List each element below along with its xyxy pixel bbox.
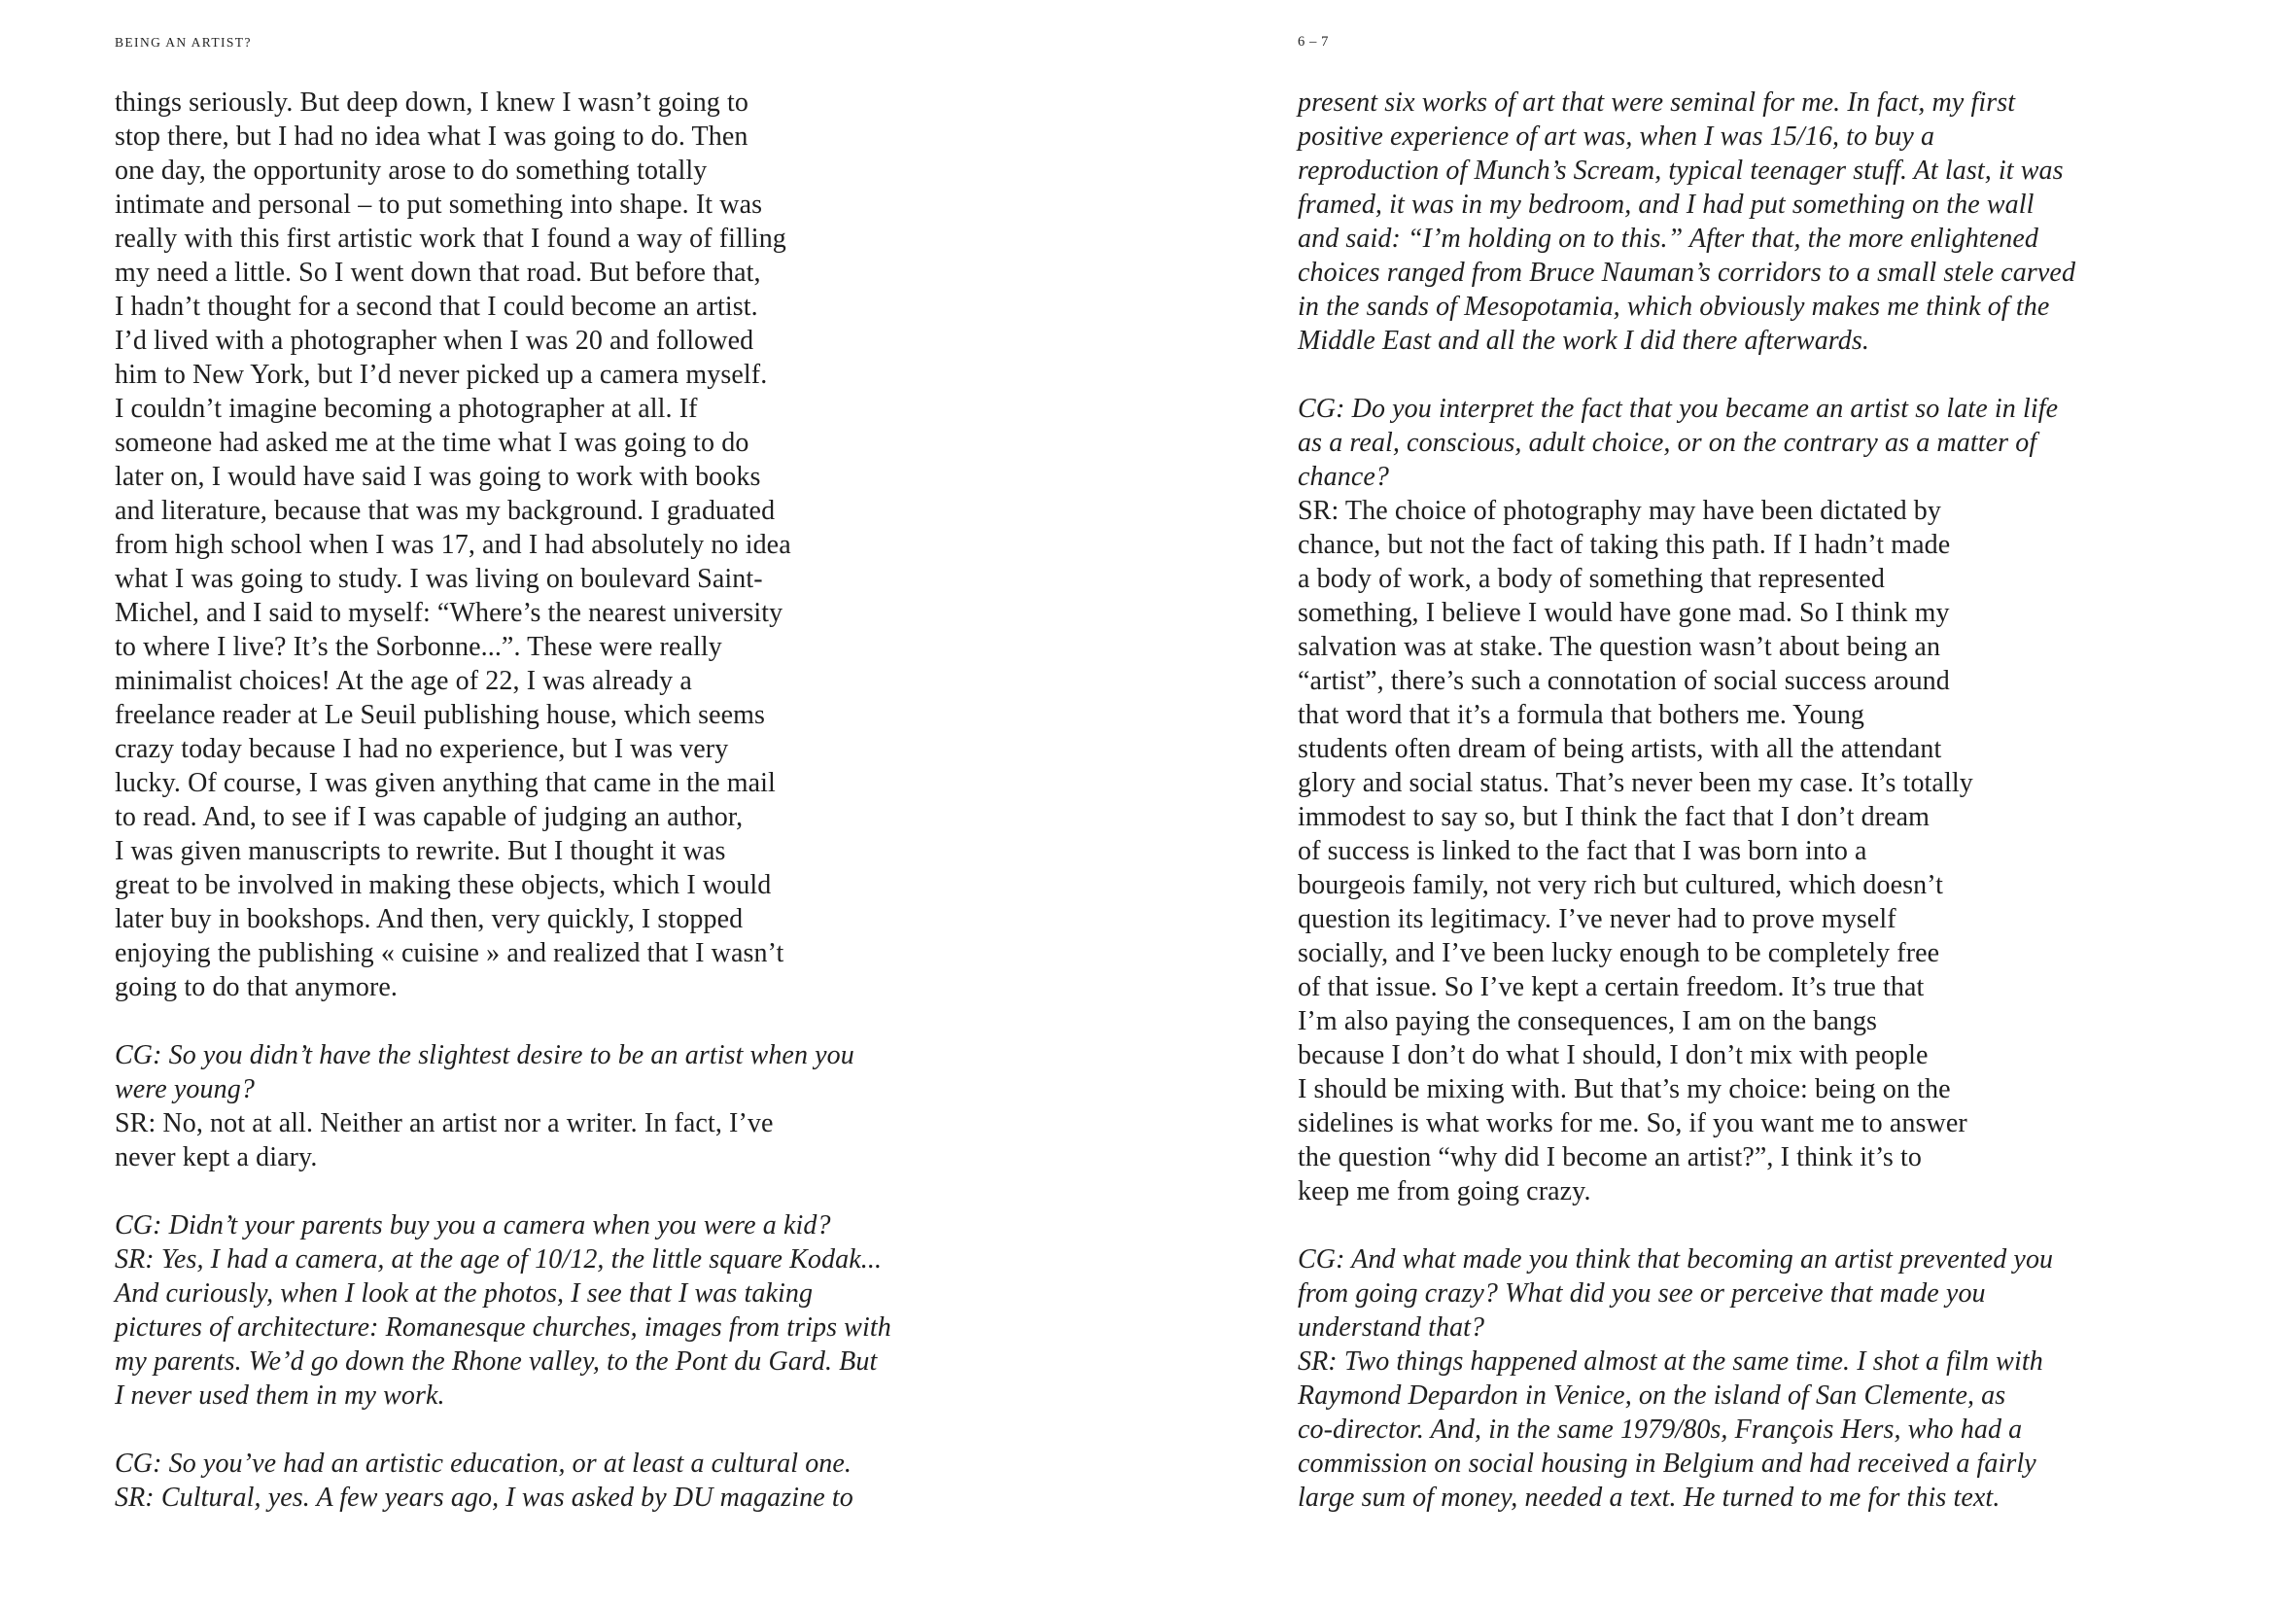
text-line: intimate and personal – to put something into shape. It was (115, 190, 763, 220)
paragraph (115, 1038, 1223, 1174)
left-page-body (115, 86, 1223, 1515)
text-line: of that issue. So I’ve kept a certain freedom. It’s true that (1298, 972, 1925, 1002)
text-line: “artist”, there’s such a connotation of social success around (1298, 666, 1950, 696)
text-line: positive experience of art was, when I was 15/16, to buy a (1298, 122, 1935, 152)
text-line: bourgeois family, not very rich but cultured, which doesn’t (1298, 870, 1944, 900)
folio-page-numbers: 6 – 7 (1298, 34, 1329, 50)
text-line: keep me from going crazy. (1298, 1176, 1591, 1206)
text-line: enjoying the publishing « cuisine » and realized that I wasn’t (115, 938, 784, 968)
text-line: pictures of architecture: Romanesque churches, images from trips with (115, 1312, 891, 1343)
text-line: question its legitimacy. I’ve never had to prove myself (1298, 904, 1896, 934)
text-line: my need a little. So I went down that road. But before that, (115, 258, 761, 288)
text-line: CG: Didn’t your parents buy you a camera when you were a kid? (115, 1210, 831, 1240)
text-line: were young? (115, 1074, 255, 1104)
text-line: really with this first artistic work that I found a way of filling (115, 224, 786, 254)
text-line: I’d lived with a photographer when I was 20 and followed (115, 326, 754, 356)
text-line: because I don’t do what I should, I don’t mix with people (1298, 1040, 1929, 1070)
text-line: someone had asked me at the time what I was going to do (115, 428, 749, 458)
running-header: BEING AN ARTIST? (115, 35, 252, 50)
text-line: understand that? (1298, 1312, 1485, 1343)
right-page (1298, 35, 2279, 1549)
text-line: framed, it was in my bedroom, and I had put something on the wall (1298, 190, 2035, 220)
text-line: CG: So you’ve had an artistic education, or at least a cultural one. (115, 1449, 852, 1479)
text-line: choices ranged from Bruce Nauman’s corridors to a small stele carved (1298, 258, 2076, 288)
text-line: great to be involved in making these objects, which I would (115, 870, 772, 900)
text-line: things seriously. But deep down, I knew I wasn’t going to (115, 87, 748, 118)
right-page-body (1298, 86, 2279, 1515)
text-line: SR: Cultural, yes. A few years ago, I was asked by DU magazine to (115, 1483, 853, 1513)
paragraph (115, 1447, 1223, 1515)
text-line: I hadn’t thought for a second that I could become an artist. (115, 292, 758, 322)
left-page (115, 35, 1223, 1549)
text-line: and said: “I’m holding on to this.” After that, the more enlightened (1298, 224, 2038, 254)
text-line: SR: The choice of photography may have been dictated by (1298, 496, 1942, 526)
text-line: I couldn’t imagine becoming a photographer at all. If (115, 394, 698, 424)
text-line: chance? (1298, 462, 1389, 492)
text-line: SR: No, not at all. Neither an artist nor a writer. In fact, I’ve (115, 1108, 774, 1138)
text-line: of success is linked to the fact that I was born into a (1298, 836, 1867, 866)
text-line: as a real, conscious, adult choice, or on the contrary as a matter of (1298, 428, 2037, 458)
text-line: Middle East and all the work I did there afterwards. (1298, 326, 1869, 356)
text-line: going to do that anymore. (115, 972, 399, 1002)
text-line: glory and social status. That’s never been my case. It’s totally (1298, 768, 1973, 798)
text-line: Michel, and I said to myself: “Where’s the nearest university (115, 598, 783, 628)
text-line: I should be mixing with. But that’s my choice: being on the (1298, 1074, 1951, 1104)
text-line: commission on social housing in Belgium and had received a fairly (1298, 1449, 2036, 1479)
text-line: CG: And what made you think that becoming an artist prevented you (1298, 1244, 2054, 1275)
text-line: later buy in bookshops. And then, very quickly, I stopped (115, 904, 744, 934)
text-line: Raymond Depardon in Venice, on the island of San Clemente, as (1298, 1380, 2006, 1411)
text-line: crazy today because I had no experience, but I was very (115, 734, 729, 764)
text-line: and literature, because that was my background. I graduated (115, 496, 776, 526)
paragraph (1298, 392, 2279, 1208)
text-line: sidelines is what works for me. So, if you want me to answer (1298, 1108, 1967, 1138)
text-line: never kept a diary. (115, 1142, 318, 1172)
text-line: SR: Yes, I had a camera, at the age of 10/12, the little square Kodak... (115, 1244, 883, 1275)
text-line: the question “why did I become an artist?”, I think it’s to (1298, 1142, 1922, 1172)
text-line: him to New York, but I’d never picked up a camera myself. (115, 360, 768, 390)
text-line: reproduction of Munch’s Scream, typical teenager stuff. At last, it was (1298, 156, 2064, 186)
paragraph (115, 86, 1223, 1004)
text-line: that word that it’s a formula that bothers me. Young (1298, 700, 1865, 730)
text-line: I was given manuscripts to rewrite. But I thought it was (115, 836, 726, 866)
text-line: I’m also paying the consequences, I am on the bangs (1298, 1006, 1878, 1036)
text-line: to read. And, to see if I was capable of judging an author, (115, 802, 744, 832)
text-line: minimalist choices! At the age of 22, I was already a (115, 666, 692, 696)
text-line: And curiously, when I look at the photos, I see that I was taking (115, 1278, 814, 1309)
text-line: later on, I would have said I was going to work with books (115, 462, 761, 492)
text-line: immodest to say so, but I think the fact that I don’t dream (1298, 802, 1931, 832)
text-line: my parents. We’d go down the Rhone valley, to the Pont du Gard. But (115, 1346, 878, 1377)
paragraph (1298, 1242, 2279, 1515)
text-line: one day, the opportunity arose to do something totally (115, 156, 708, 186)
paragraph (1298, 86, 2279, 358)
text-line: to where I live? It’s the Sorbonne...”. These were really (115, 632, 722, 662)
text-line: what I was going to study. I was living on boulevard Saint- (115, 564, 763, 594)
text-line: stop there, but I had no idea what I was going to do. Then (115, 122, 748, 152)
paragraph (115, 1208, 1223, 1413)
text-line: a body of work, a body of something that represented (1298, 564, 1885, 594)
text-line: CG: So you didn’t have the slightest desire to be an artist when you (115, 1040, 854, 1070)
text-line: SR: Two things happened almost at the same time. I shot a film with (1298, 1346, 2043, 1377)
text-line: I never used them in my work. (115, 1380, 445, 1411)
text-line: chance, but not the fact of taking this path. If I hadn’t made (1298, 530, 1951, 560)
text-line: something, I believe I would have gone mad. So I think my (1298, 598, 1950, 628)
text-line: from high school when I was 17, and I had absolutely no idea (115, 530, 791, 560)
text-line: freelance reader at Le Seuil publishing house, which seems (115, 700, 766, 730)
text-line: present six works of art that were seminal for me. In fact, my first (1298, 87, 2016, 118)
text-line: large sum of money, needed a text. He turned to me for this text. (1298, 1483, 2000, 1513)
text-line: socially, and I’ve been lucky enough to be completely free (1298, 938, 1940, 968)
text-line: co-director. And, in the same 1979/80s, François Hers, who had a (1298, 1415, 2023, 1445)
text-line: students often dream of being artists, with all the attendant (1298, 734, 1942, 764)
text-line: CG: Do you interpret the fact that you became an artist so late in life (1298, 394, 2059, 424)
text-line: from going crazy? What did you see or perceive that made you (1298, 1278, 1986, 1309)
text-line: salvation was at stake. The question wasn’t about being an (1298, 632, 1941, 662)
text-line: lucky. Of course, I was given anything that came in the mail (115, 768, 776, 798)
text-line: in the sands of Mesopotamia, which obviously makes me think of the (1298, 292, 2050, 322)
